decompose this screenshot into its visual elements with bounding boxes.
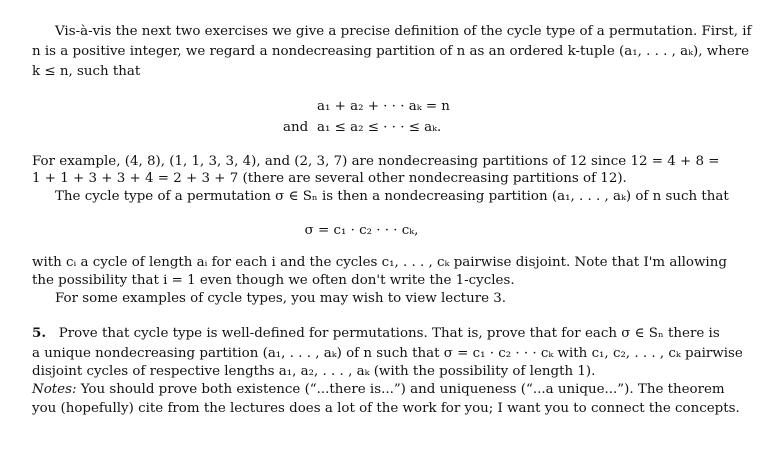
paragraph-3-line-1: with cᵢ a cycle of length aᵢ for each i and the cycles c₁, . . . , cₖ pairwise disjoint. Note that I'm allowing: [32, 255, 727, 270]
exercise-5-line-3: disjoint cycles of respective lengths a₁, a₂, . . . , aₖ (with the possibility of length 1).: [32, 364, 596, 379]
paragraph-2-line-1: For example, (4, 8), (1, 1, 3, 3, 4), and (2, 3, 7) are nondecreasing partitions of 12 since 12 = 4 + 8 =: [32, 154, 720, 169]
paragraph-2-line-2: 1 + 1 + 3 + 3 + 4 = 2 + 3 + 7 (there are several other nondecreasing partitions of 12).: [32, 171, 627, 186]
exercise-5-line-4-text: You should prove both existence (“...there is...”) and uniqueness (“...a unique...”). The theorem: [80, 382, 725, 397]
exercise-5-line-1: [32, 324, 720, 343]
exercise-number: 5.: [32, 325, 46, 341]
display-equation-sigma: σ = c₁ · c₂ · · · cₖ,: [304, 223, 419, 238]
exercise-5-line-1-text: Prove that cycle type is well-defined for permutations. That is, prove that for each σ ∈ Sₙ there is: [58, 326, 720, 341]
display-and-label: and: [283, 120, 309, 135]
display-equation-sum: a₁ + a₂ + · · · aₖ = n: [317, 99, 450, 114]
paragraph-3-line-2: the possibility that i = 1 even though we often don't write the 1-cycles.: [32, 273, 515, 288]
paragraph-1-line-3: k ≤ n, such that: [32, 64, 141, 79]
exercise-5-line-5: you (hopefully) cite from the lectures does a lot of the work for you; I want you to connect the concepts.: [32, 401, 740, 416]
paragraph-3-line-3: For some examples of cycle types, you may wish to view lecture 3.: [55, 291, 507, 306]
exercise-5-line-2: a unique nondecreasing partition (a₁, . . . , aₖ) of n such that σ = c₁ · c₂ · · · cₖ with c₁, c₂, . . . , cₖ pairwise: [32, 346, 743, 361]
paragraph-1-line-1: Vis-à-vis the next two exercises we give a precise definition of the cycle type of a permutation. First, if: [55, 24, 752, 39]
notes-label: Notes:: [32, 382, 77, 397]
exercise-5-line-4: [32, 380, 725, 399]
paragraph-2-line-3: The cycle type of a permutation σ ∈ Sₙ is then a nondecreasing partition (a₁, . . . , aₖ) of n such that: [55, 189, 729, 204]
display-equation-order: a₁ ≤ a₂ ≤ · · · ≤ aₖ.: [317, 120, 442, 135]
paragraph-1-line-2: n is a positive integer, we regard a nondecreasing partition of n as an ordered k-tuple (a₁, . . . , aₖ), where: [32, 44, 750, 59]
